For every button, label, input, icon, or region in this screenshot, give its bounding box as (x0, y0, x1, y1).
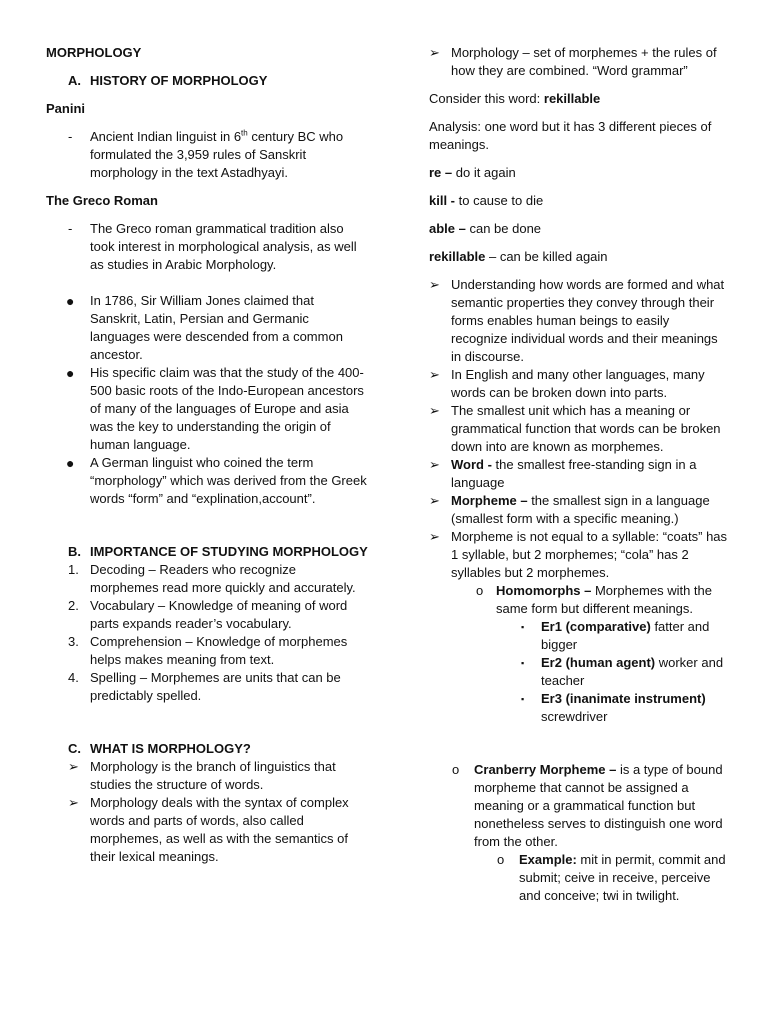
bullet-icon: ● (66, 293, 75, 309)
list-item: ➢ Morphology – set of morphemes + the rules of how they are combined. “Word grammar” (429, 45, 717, 78)
section-letter: B. (68, 544, 81, 559)
bullet-icon: ● (66, 365, 75, 381)
morpheme-re: re – do it again (429, 165, 516, 180)
list-item: ➢ Morpheme – the smallest sign in a language (smallest form with a specific meaning.) (429, 493, 710, 526)
arrow-icon: ➢ (429, 367, 440, 382)
list-item: ➢ Morphology deals with the syntax of complex words and parts of words, also called morphemes, as well as with the semantics of their lexical meanings. (68, 795, 349, 864)
list-item: o Homomorphs – Morphemes with the same form but different meanings. (476, 583, 713, 616)
square-bullet-icon: ▪ (521, 694, 525, 704)
greco-heading: The Greco Roman (46, 193, 158, 208)
section-a-heading: A. HISTORY OF MORPHOLOGY (68, 73, 268, 88)
consider-line: Consider this word: rekillable (429, 91, 601, 106)
analysis-line: Analysis: one word but it has 3 different pieces of meanings. (429, 119, 712, 152)
square-bullet-icon: ▪ (521, 622, 525, 632)
list-item: 4. Spelling – Morphemes are units that can be predictably spelled. (68, 670, 341, 703)
morpheme-kill: kill - to cause to die (429, 193, 544, 208)
dash-marker: - (68, 221, 73, 236)
list-item: 2. Vocabulary – Knowledge of meaning of word parts expands reader’s vocabulary. (68, 598, 348, 631)
bullet-icon: ● (66, 455, 75, 471)
list-item: ➢ Morpheme is not equal to a syllable: “coats” has 1 syllable, but 2 morphemes; “cola” has 2 syllables but 2 morphemes. (429, 529, 728, 580)
list-item: ➢ Understanding how words are formed and what semantic properties they convey through their forms enables human beings to easily recognize individual words and their meanings in discourse. (429, 277, 725, 364)
list-item: ▪ Er3 (inanimate instrument) screwdriver (521, 691, 706, 724)
list-item: ● His specific claim was that the study of the 400-500 basic roots of the Indo-European ancestors of many of the languages of Europe and asia was the key to understanding the origin of human language. (66, 365, 364, 452)
morpheme-able: able – can be done (429, 221, 542, 236)
word-rekillable: rekillable – can be killed again (429, 249, 608, 264)
circle-bullet-icon: o (476, 583, 484, 598)
list-item: ➢ Morphology is the branch of linguistics that studies the structure of words. (68, 759, 336, 792)
arrow-icon: ➢ (429, 457, 440, 472)
right-column (429, 44, 729, 905)
left-column (46, 44, 368, 866)
arrow-icon: ➢ (429, 403, 440, 418)
doc-title: MORPHOLOGY (46, 45, 142, 60)
arrow-icon: ➢ (68, 795, 79, 810)
arrow-icon: ➢ (429, 277, 440, 292)
list-item: o Example: mit in permit, commit and submit; ceive in receive, perceive and conceive; twi in twilight. (497, 852, 726, 903)
circle-bullet-icon: o (497, 852, 505, 867)
list-item: ▪ Er2 (human agent) worker and teacher (521, 655, 724, 688)
list-item: ▪ Er1 (comparative) fatter and bigger (521, 619, 710, 652)
circle-bullet-icon: o (452, 762, 460, 777)
section-b-heading: B. IMPORTANCE OF STUDYING MORPHOLOGY (68, 544, 368, 559)
panini-heading: Panini (46, 101, 86, 116)
dash-marker: - (68, 129, 73, 144)
greco-item: - The Greco roman grammatical tradition also took interest in morphological analysis, as well as studies in Arabic Morphology. (68, 221, 357, 272)
list-item: 1. Decoding – Readers who recognize morphemes read more quickly and accurately. (68, 562, 356, 595)
list-item: o Cranberry Morpheme – is a type of bound morpheme that cannot be assigned a meaning or a grammatical function but nonetheless serves to distinguish one word from the other. (452, 762, 723, 849)
list-item: ➢ Word - the smallest free-standing sign in a language (429, 457, 697, 490)
section-c-heading: C. WHAT IS MORPHOLOGY? (68, 741, 251, 756)
section-letter: A. (68, 73, 81, 88)
section-letter: C. (68, 741, 81, 756)
arrow-icon: ➢ (429, 493, 440, 508)
list-item: ● In 1786, Sir William Jones claimed that Sanskrit, Latin, Persian and Germanic languages were descended from a common ancestor. (66, 293, 343, 362)
arrow-icon: ➢ (68, 759, 79, 774)
list-item: ➢ The smallest unit which has a meaning or grammatical function that words can be broken down into are known as morphemes. (429, 403, 721, 454)
panini-item: - Ancient Indian linguist in 6th century BC who formulated the 3,959 rules of Sanskrit morphology in the text Astadhyayi. (68, 128, 344, 180)
square-bullet-icon: ▪ (521, 658, 525, 668)
arrow-icon: ➢ (429, 529, 440, 544)
arrow-icon: ➢ (429, 45, 440, 60)
list-item: ➢ In English and many other languages, many words can be broken down into parts. (429, 367, 705, 400)
list-item: ● A German linguist who coined the term “morphology” which was derived from the Greek words “form” and “explination,account”. (66, 455, 367, 506)
list-item: 3. Comprehension – Knowledge of morphemes helps makes meaning from text. (68, 634, 348, 667)
